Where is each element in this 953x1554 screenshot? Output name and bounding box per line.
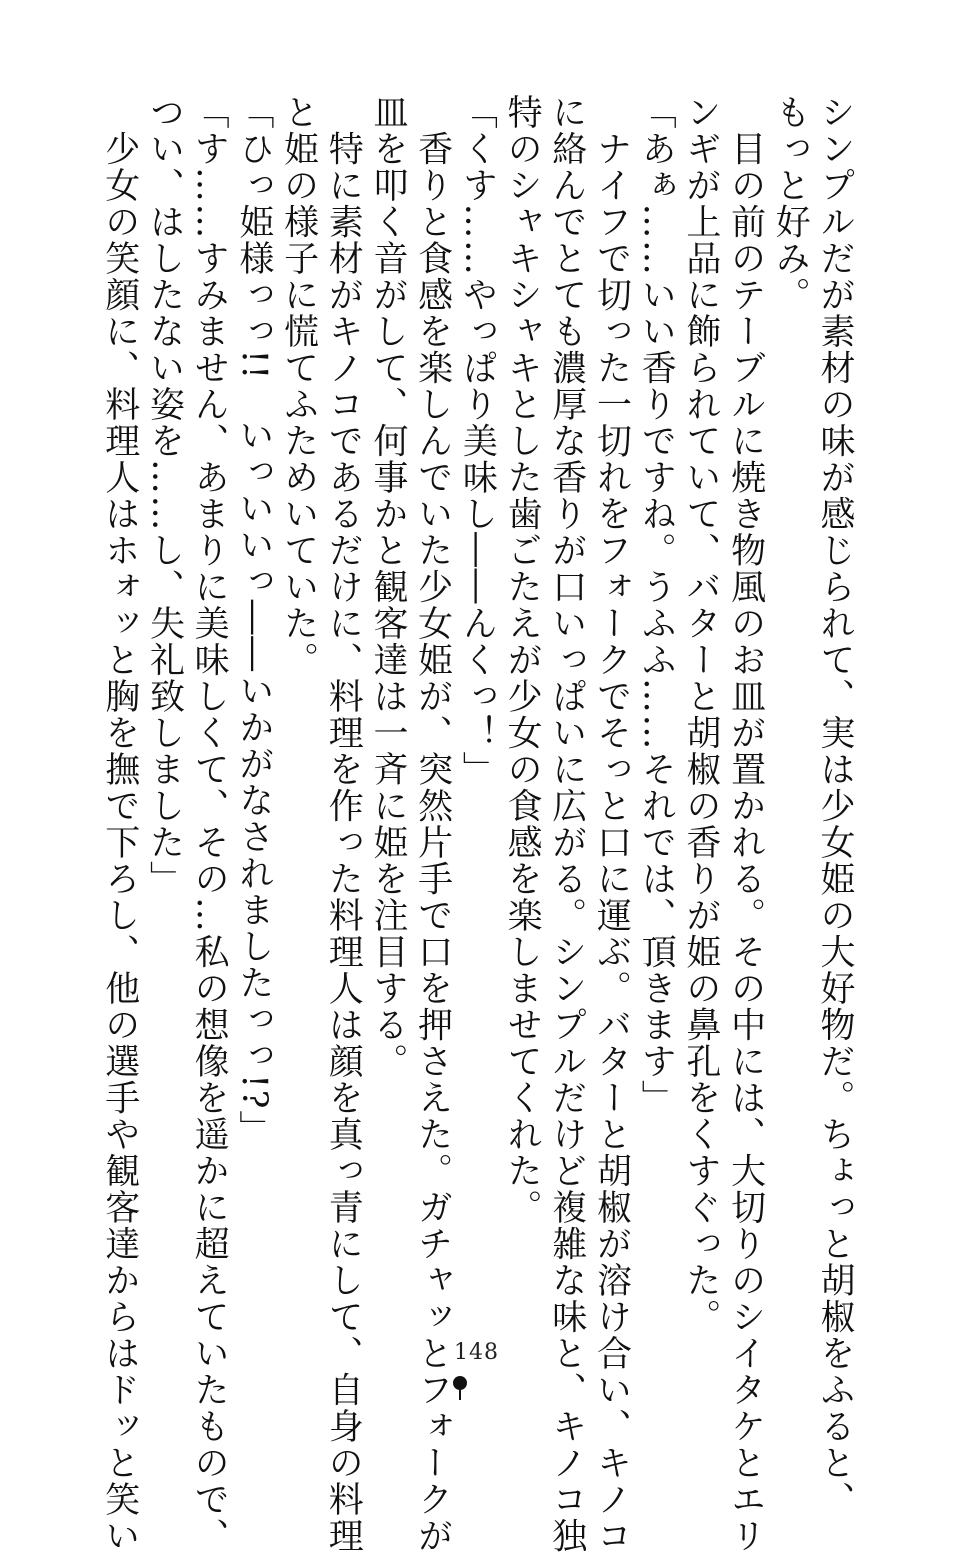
text-line: シンプルだが素材の味が感じられて、実は少女姫の大好物だ。ちょっと胡椒をふると、 [815, 94, 855, 1518]
text-line: 皿を叩く音がして、何事かと観客達は一斉に姫を注目する。 [367, 94, 408, 1080]
text-line: と姫の様子に慌てふためいていた。 [278, 94, 319, 678]
text-line: 「ひっ姫様っっ!! いっいいっ――いかがなされましたっっ!?」 [233, 94, 274, 1147]
text-line: 「くす……やっぱり美味し――んくっ！」 [457, 94, 498, 788]
text-line: 特のシャキシャキとした歯ごたえが少女の食感を楽しませてくれた。 [502, 94, 543, 1226]
page-marker-dot [453, 1376, 467, 1390]
text-line: 特に素材がキノコであるだけに、料理を作った料理人は顔を真っ青にして、自身の料理 [323, 94, 364, 1554]
text-line: 香りと食感を楽しんでいた少女姫が、突然片手で口を押さえた。ガチャッとフォークが [412, 94, 453, 1554]
text-line: つい、はしたない姿を……し、失礼致しました」 [144, 94, 185, 897]
text-line: ナイフで切った一切れをフォークでそっと口に運ぶ。バターと胡椒が溶け合い、キノコ [591, 94, 632, 1554]
page-marker-stem [459, 1390, 461, 1400]
text-line: 「あぁ……いい香りですね。うふふ……それでは、頂きます」 [636, 94, 677, 1116]
text-line: もっと好み。 [770, 94, 811, 313]
page-number: 148 [454, 1340, 499, 1365]
text-line: 目の前のテーブルに焼き物風のお皿が置かれる。その中には、大切りのシイタケとエリ [725, 94, 766, 1554]
text-line: 「す……すみません、あまりに美味しくて、その…私の想像を遥かに超えていたもので、 [189, 94, 230, 1554]
text-line: 少女の笑顔に、料理人はホォッと胸を撫で下ろし、他の選手や観客達からはドッと笑い [99, 94, 140, 1554]
text-line: に絡んでとても濃厚な香りが口いっぱいに広がる。シンプルだけど複雑な味と、キノコ独 [546, 94, 587, 1554]
text-line: ンギが上品に飾られていて、バターと胡椒の香りが姫の鼻孔をくすぐった。 [680, 94, 721, 1335]
